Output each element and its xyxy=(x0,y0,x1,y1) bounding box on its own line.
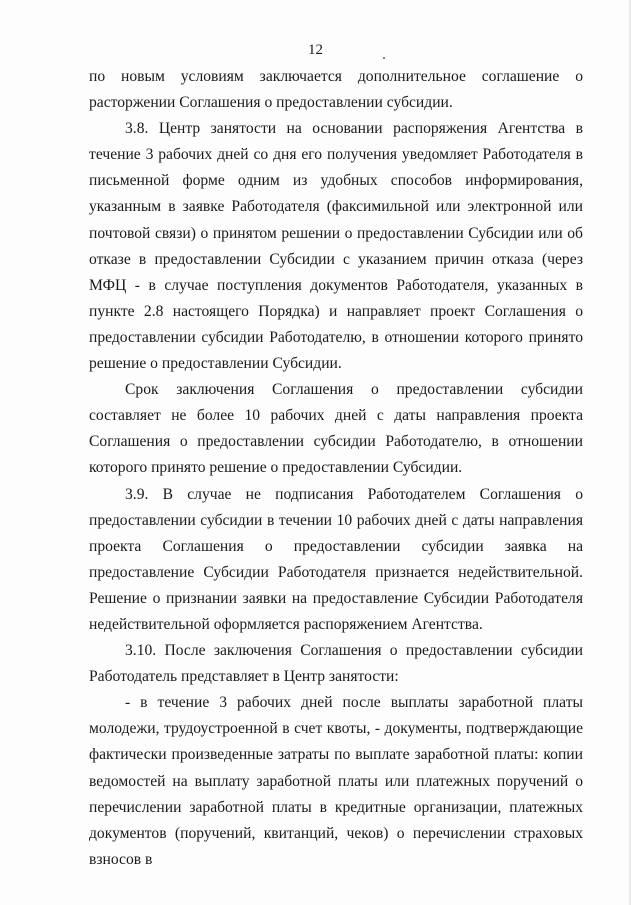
paragraph-agreement-term: Срок заключения Соглашения о предоставлении субсидии составляет не более 10 рабочих дней с даты направления проекта Соглашения о предоставлении субсидии Работодателю, в отношении которого принято решение о предоставлении Субсидии. xyxy=(89,381,583,477)
paragraph-continuation: по новым условиям заключается дополнительное соглашение о расторжении Соглашения о предоставлении субсидии. xyxy=(89,68,583,112)
paragraph-3-9: 3.9. В случае не подписания Работодателем Соглашения о предоставлении субсидии в течении 10 рабочих дней с даты направления проекта Соглашения о предоставлении субсидии заявка на предоставление Субсидии Работодателя признается недействительной. Решение о признании заявки на предоставление Субсидии Работодателя недействительной оформляется распоряжением Агентства. xyxy=(89,485,583,633)
document-body xyxy=(89,64,583,873)
paragraph-3-10: 3.10. После заключения Соглашения о предоставлении субсидии Работодатель представляет в Центр занятости: xyxy=(89,642,583,686)
paragraph-3-8: 3.8. Центр занятости на основании распоряжения Агентства в течение 3 рабочих дней со дня его получения уведомляет Работодателя в письменной форме одним из удобных способов информирования, указанным в заявке Работодателя (факсимильной или электронной или почтовой связи) о принятом решении о предоставлении Субсидии или об отказе в предоставлении Субсидии с указанием причин отказа (через МФЦ - в случае поступления документов Работодателя, указанных в пункте 2.8 настоящего Порядка) и направляет проект Соглашения о предоставлении субсидии Работодателю, в отношении которого принято решение о предоставлении Субсидии. xyxy=(89,120,583,373)
page-number: 12 xyxy=(308,42,323,58)
paragraph-list-item: - в течение 3 рабочих дней после выплаты заработной платы молодежи, трудоустроенной в счет квоты, - документы, подтверждающие фактически произведенные затраты по выплате заработной платы: копии ведомостей на выплату заработной платы или платежных поручений о перечислении заработной платы в кредитные организации, платежных документов (поручений, квитанций, чеков) о перечислении страховых взносов в xyxy=(89,694,583,868)
